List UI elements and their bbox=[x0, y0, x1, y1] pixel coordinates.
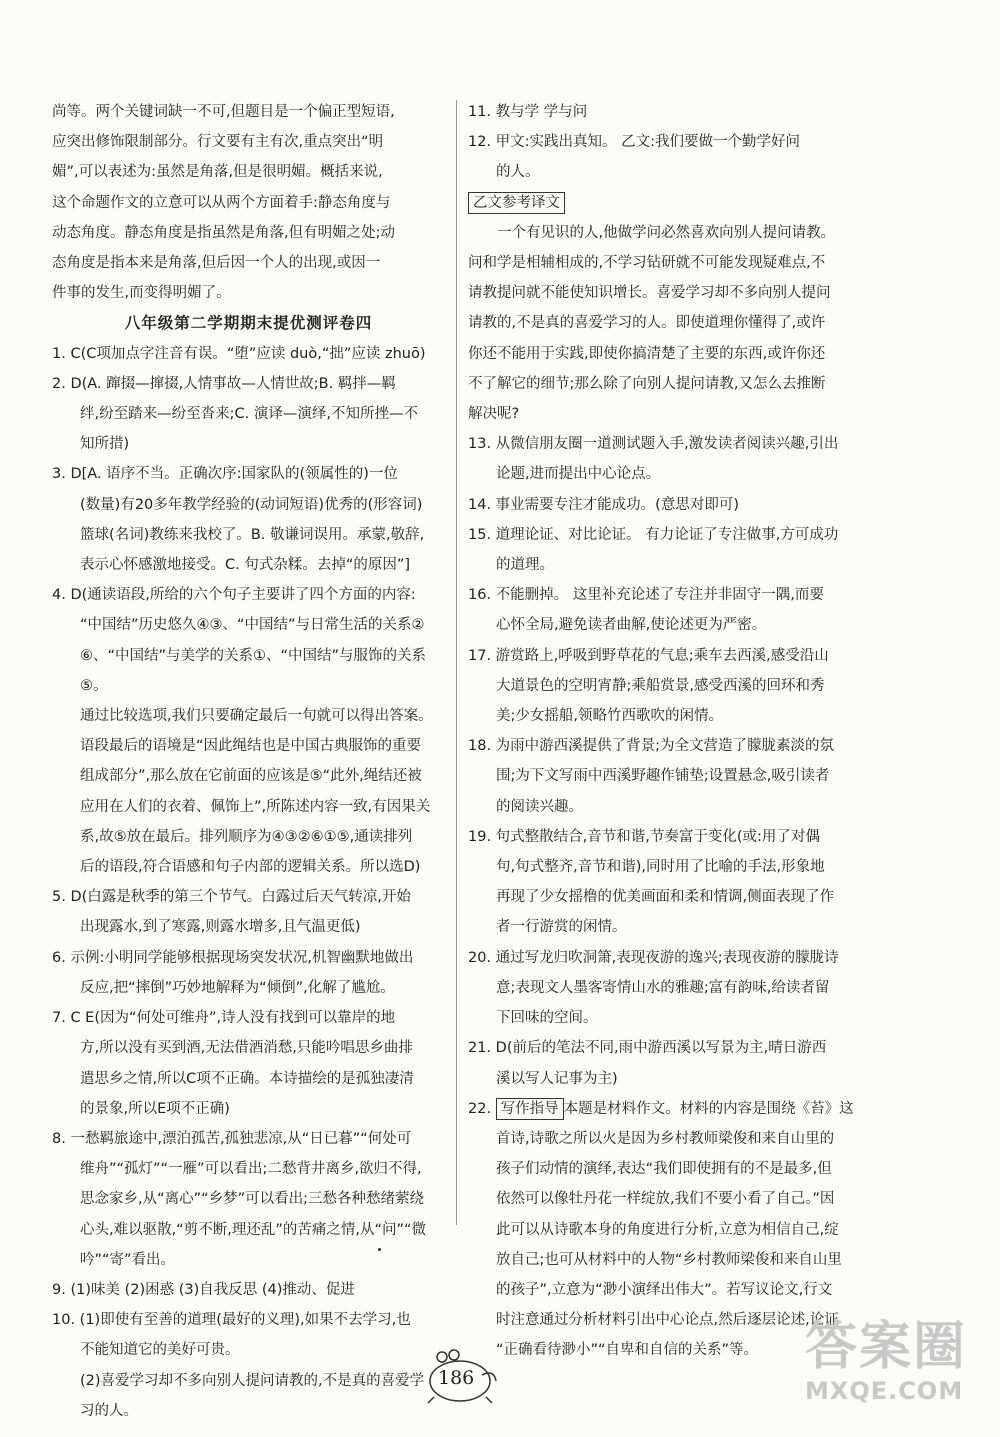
answer-line: 5. D(白露是秋季的第三个节气。白露过后天气转凉,开始 bbox=[52, 889, 411, 906]
answer-line: 反应,把“摔倒”巧妙地解释为“倾倒”,化解了尴尬。 bbox=[80, 979, 395, 996]
answer-line: 14. 事业需要专注才能成功。(意思对即可) bbox=[468, 496, 739, 513]
answer-line: 表示心怀感激地接受。C. 句式杂糅。去掉“的原因”] bbox=[80, 557, 411, 574]
answer-line: “正确看待渺小”“自卑和自信的关系”等。 bbox=[496, 1342, 759, 1359]
answer-item-6 bbox=[52, 943, 445, 1003]
answer-item-12 bbox=[468, 127, 883, 187]
column-divider bbox=[456, 100, 457, 1225]
answer-item-1 bbox=[52, 339, 445, 369]
intro-line: 媚”,可以表述为:虽然是角落,但是很明媚。概括来说, bbox=[52, 164, 383, 181]
answer-line: 大道景色的空明宵静;乘船赏景,感受西溪的回环和秀 bbox=[496, 677, 825, 694]
answer-line: 依然可以像牡丹花一样绽放,我们不要小看了自己。”因 bbox=[496, 1191, 835, 1208]
translation-paragraph bbox=[468, 218, 883, 429]
answer-line: 的道理。 bbox=[496, 557, 554, 574]
answer-line: 方,所以没有买到酒,无法借酒消愁,只能吟唱思乡曲排 bbox=[80, 1040, 413, 1057]
left-column bbox=[52, 97, 445, 1426]
right-column bbox=[468, 97, 883, 1366]
watermark-url: MXQE.COM bbox=[805, 1377, 964, 1405]
translation-label: 乙文参考译文 bbox=[468, 192, 565, 214]
answer-line bbox=[468, 1094, 883, 1124]
answer-line: 4. D(通读语段,所给的六个句子主要讲了四个方面的内容: bbox=[52, 587, 416, 604]
writing-guide-label: 写作指导 bbox=[496, 1098, 564, 1120]
watermark-text: 答案圈 bbox=[805, 1317, 968, 1377]
answer-item-3 bbox=[52, 459, 445, 580]
watermark-logo bbox=[805, 1317, 990, 1427]
translation-line: 请教的,不是真的喜爱学习的人。即使道理你懂得了,或许 bbox=[468, 315, 826, 332]
stray-dot bbox=[378, 1248, 381, 1251]
answer-item-20 bbox=[468, 943, 883, 1034]
answer-line: 3. D[A. 语序不当。正确次序:国家队的(领属性的)一位 bbox=[52, 466, 398, 483]
answer-line: 者一行游赏的闲情。 bbox=[496, 919, 627, 936]
answer-line: 意;表现文人墨客寄情山水的雅趣;富有韵味,给读者留 bbox=[496, 979, 830, 996]
answer-item-16 bbox=[468, 580, 883, 640]
answer-item-5 bbox=[52, 882, 445, 942]
item-number: 22. bbox=[468, 1100, 496, 1117]
answer-line: 19. 句式整散结合,音节和谐,节奏富于变化(或:用了对偶 bbox=[468, 828, 820, 845]
answer-line: (2)喜爱学习却不多向别人提问请教的,不是真的喜爱学 bbox=[80, 1372, 425, 1389]
intro-paragraph bbox=[52, 97, 445, 308]
answer-item-13 bbox=[468, 429, 883, 489]
answer-item-11 bbox=[468, 97, 883, 127]
answer-line: 习的人。 bbox=[80, 1402, 138, 1419]
answer-item-8 bbox=[52, 1124, 445, 1275]
answer-line: 吟”“寄”看出。 bbox=[80, 1251, 176, 1268]
answer-line: 18. 为雨中游西溪提供了背景;为全文营造了朦胧素淡的氛 bbox=[468, 738, 835, 755]
answer-line: 的人。 bbox=[496, 164, 540, 181]
answer-item-21 bbox=[468, 1033, 883, 1093]
answer-item-15 bbox=[468, 520, 883, 580]
translation-line: 问和学是相辅相成的,不学习钻研就不可能发现疑难点,不 bbox=[468, 255, 826, 272]
answer-line: (数量)有20多年教学经验的(动词短语)优秀的(形容词) bbox=[80, 496, 423, 513]
answer-line: 溪以写人记事为主) bbox=[496, 1070, 618, 1087]
page-number: 186 bbox=[438, 1367, 475, 1389]
answer-line: 首诗,诗歌之所以火是因为乡村教师梁俊和来自山里的 bbox=[496, 1130, 835, 1147]
answer-line: 此可以从诗歌本身的角度进行分析,立意为相信自己,绽 bbox=[496, 1221, 839, 1238]
answer-line: 心怀全局,避免读者曲解,使论述更为严密。 bbox=[496, 617, 767, 634]
answer-item-17 bbox=[468, 641, 883, 732]
answer-line: 8. 一愁羁旅途中,漂泊孤苦,孤独悲凉,从“日已暮”“何处可 bbox=[52, 1130, 412, 1147]
intro-line: 件事的发生,而变得明媚了。 bbox=[52, 285, 231, 302]
answer-line: 7. C E(因为“何处可维舟”,诗人没有找到可以靠岸的地 bbox=[52, 1010, 396, 1027]
translation-line: 你还不能用于实践,即使你搞清楚了主要的东西,或许你还 bbox=[468, 345, 826, 362]
translation-line: 一个有见识的人,他做学问必然喜欢向别人提问请教。 bbox=[497, 224, 836, 241]
intro-line: 应突出修饰限制部分。行文要有主有次,重点突出“明 bbox=[52, 134, 384, 151]
intro-line: 尚等。两个关键词缺一不可,但题目是一个偏正型短语, bbox=[52, 104, 395, 120]
translation-line: 请教提问就不能使知识增长。喜爱学习却不多向别人提问 bbox=[468, 285, 831, 302]
answer-line: 15. 道理论证、对比论证。 有力论证了专注做事,方可成功 bbox=[468, 526, 839, 543]
answer-line: 的景象,所以E项不正确) bbox=[80, 1100, 230, 1117]
answer-line: 再现了少女摇橹的优美画面和柔和情调,侧面表现了作 bbox=[496, 889, 835, 906]
answer-line: 篮球(名词)教练来我校了。B. 敬谦词误用。承蒙,敬辞, bbox=[80, 526, 425, 543]
intro-line: 态角度是指本来是角落,但后因一个人的出现,或因一 bbox=[52, 255, 381, 272]
answer-line: 出现露水,到了寒露,则露水增多,且气温更低) bbox=[80, 919, 361, 936]
answer-line: 心头,难以驱散,“剪不断,理还乱”的苦痛之情,从“问”“微 bbox=[80, 1221, 426, 1238]
answer-line: 通过比较选项,我们只要确定最后一句就可以得出答案。 bbox=[80, 708, 433, 725]
answer-line: 的阅读兴趣。 bbox=[496, 798, 583, 815]
answer-line: 美;少女摇船,领略竹西歌吹的闲情。 bbox=[496, 708, 723, 725]
answer-line: 21. D(前后的笔法不同,雨中游西溪以写景为主,晴日游西 bbox=[468, 1040, 827, 1057]
answer-line: ⑥、“中国结”与美学的关系①、“中国结”与服饰的关系⑤。 bbox=[80, 647, 427, 694]
answer-item-10 bbox=[52, 1305, 445, 1426]
translation-line: 解决呢? bbox=[468, 406, 520, 423]
answer-line: 下回味的空间。 bbox=[496, 1010, 598, 1027]
answer-line: “中国结”历史悠久④③、“中国结”与日常生活的关系② bbox=[80, 617, 425, 634]
answer-line: 6. 示例:小明同学能够根据现场突发状况,机智幽默地做出 bbox=[52, 949, 414, 966]
answer-item-19 bbox=[468, 822, 883, 943]
answer-item-14 bbox=[468, 490, 883, 520]
answer-line: 放自己;也可从材料中的人物“乡村教师梁俊和来自山里 bbox=[496, 1251, 842, 1268]
answer-line: 1. C(C项加点字注音有误。“堕”应读 duò,“拙”应读 zhuō) bbox=[52, 345, 426, 362]
answer-line: 句,句式整齐,音节和谐),同时用了比喻的手法,形象地 bbox=[496, 859, 825, 876]
answer-line: 系,故⑤放在最后。排列顺序为④③②⑥①⑤,通读排列 bbox=[80, 828, 413, 845]
answer-item-9 bbox=[52, 1275, 445, 1305]
answer-item-2 bbox=[52, 369, 445, 460]
intro-line: 这个命题作文的立意可以从两个方面着手:静态角度与 bbox=[52, 194, 391, 211]
answer-line: 遣思乡之情,所以C项不正确。本诗描绘的是孤独凄清 bbox=[80, 1070, 414, 1087]
answer-line: 论题,进而提出中心论点。 bbox=[496, 466, 661, 483]
answer-line: 组成部分”,那么放在它前面的应该是⑤“此外,绳结还被 bbox=[80, 768, 422, 785]
answer-line: 16. 不能删掉。 这里补充论述了专注并非固守一隅,而要 bbox=[468, 587, 824, 604]
answer-line: 知所措) bbox=[80, 436, 130, 453]
translation-label-row bbox=[468, 188, 883, 218]
answer-line: 2. D(A. 蹿掇—撺掇,人情事故—人情世故;B. 羁拌—羁 bbox=[52, 375, 396, 392]
answer-line: 9. (1)味美 (2)困惑 (3)自我反思 (4)推动、促进 bbox=[52, 1281, 355, 1298]
answer-line: 20. 通过写龙归吹洞箫,表现夜游的逸兴;表现夜游的朦胧诗 bbox=[468, 949, 839, 966]
answer-line: 围;为下文写雨中西溪野趣作铺垫;设置悬念,吸引读者 bbox=[496, 768, 830, 785]
answer-item-18 bbox=[468, 731, 883, 822]
answer-line: 思念家乡,从“离心”“乡梦”可以看出;三愁各种愁绪萦绕 bbox=[80, 1191, 425, 1208]
answer-line: 不能知道它的美好可贵。 bbox=[80, 1342, 240, 1359]
intro-line: 动态角度。静态角度是指虽然是角落,但有明媚之处;动 bbox=[52, 224, 395, 241]
answer-line: 12. 甲文:实践出真知。 乙文:我们要做一个勤学好问 bbox=[468, 134, 801, 151]
answer-line: 绊,纷至踏来—纷至沓来;C. 演译—演绎,不知所挫—不 bbox=[80, 406, 418, 423]
answer-line: 后的语段,符合语感和句子内部的逻辑关系。所以选D) bbox=[80, 859, 421, 876]
answer-line: 17. 游赏路上,呼吸到野草花的气息;乘车去西溪,感受沿山 bbox=[468, 647, 829, 664]
answer-line: 维舟”“孤灯”“一雁”可以看出;二愁背井离乡,欲归不得, bbox=[80, 1161, 422, 1178]
answer-text: 本题是材料作文。材料的内容是围绕《苔》这 bbox=[563, 1100, 854, 1117]
answer-line: 孩子们动情的演绎,表达“我们即使拥有的不是最多,但 bbox=[496, 1161, 832, 1178]
page-number-badge bbox=[420, 1345, 500, 1405]
answer-line: 时注意通过分析材料引出中心论点,然后逐层论述,论证 bbox=[496, 1312, 839, 1329]
answer-line: 10. (1)即使有至善的道理(最好的义理),如果不去学习,也 bbox=[52, 1312, 411, 1329]
answer-line: 13. 从微信朋友圈一道测试题入手,激发读者阅读兴趣,引出 bbox=[468, 436, 839, 453]
section-heading: 八年级第二学期期末提优测评卷四 bbox=[124, 314, 373, 333]
answer-line: 的孩子”,立意为“渺小演绎出伟大”。若写议论文,行文 bbox=[496, 1281, 833, 1298]
answer-line: 语段最后的语境是“因此绳结也是中国古典服饰的重要 bbox=[80, 738, 422, 755]
translation-line: 不了解它的细节;那么除了向别人提问请教,又怎么去推断 bbox=[468, 375, 826, 392]
answer-line: 11. 教与学 学与问 bbox=[468, 104, 588, 120]
answer-item-4 bbox=[52, 580, 445, 882]
answer-item-7 bbox=[52, 1003, 445, 1124]
answer-line: 应用在人们的衣着、佩饰上”,所陈述内容一致,有因果关 bbox=[80, 798, 431, 815]
